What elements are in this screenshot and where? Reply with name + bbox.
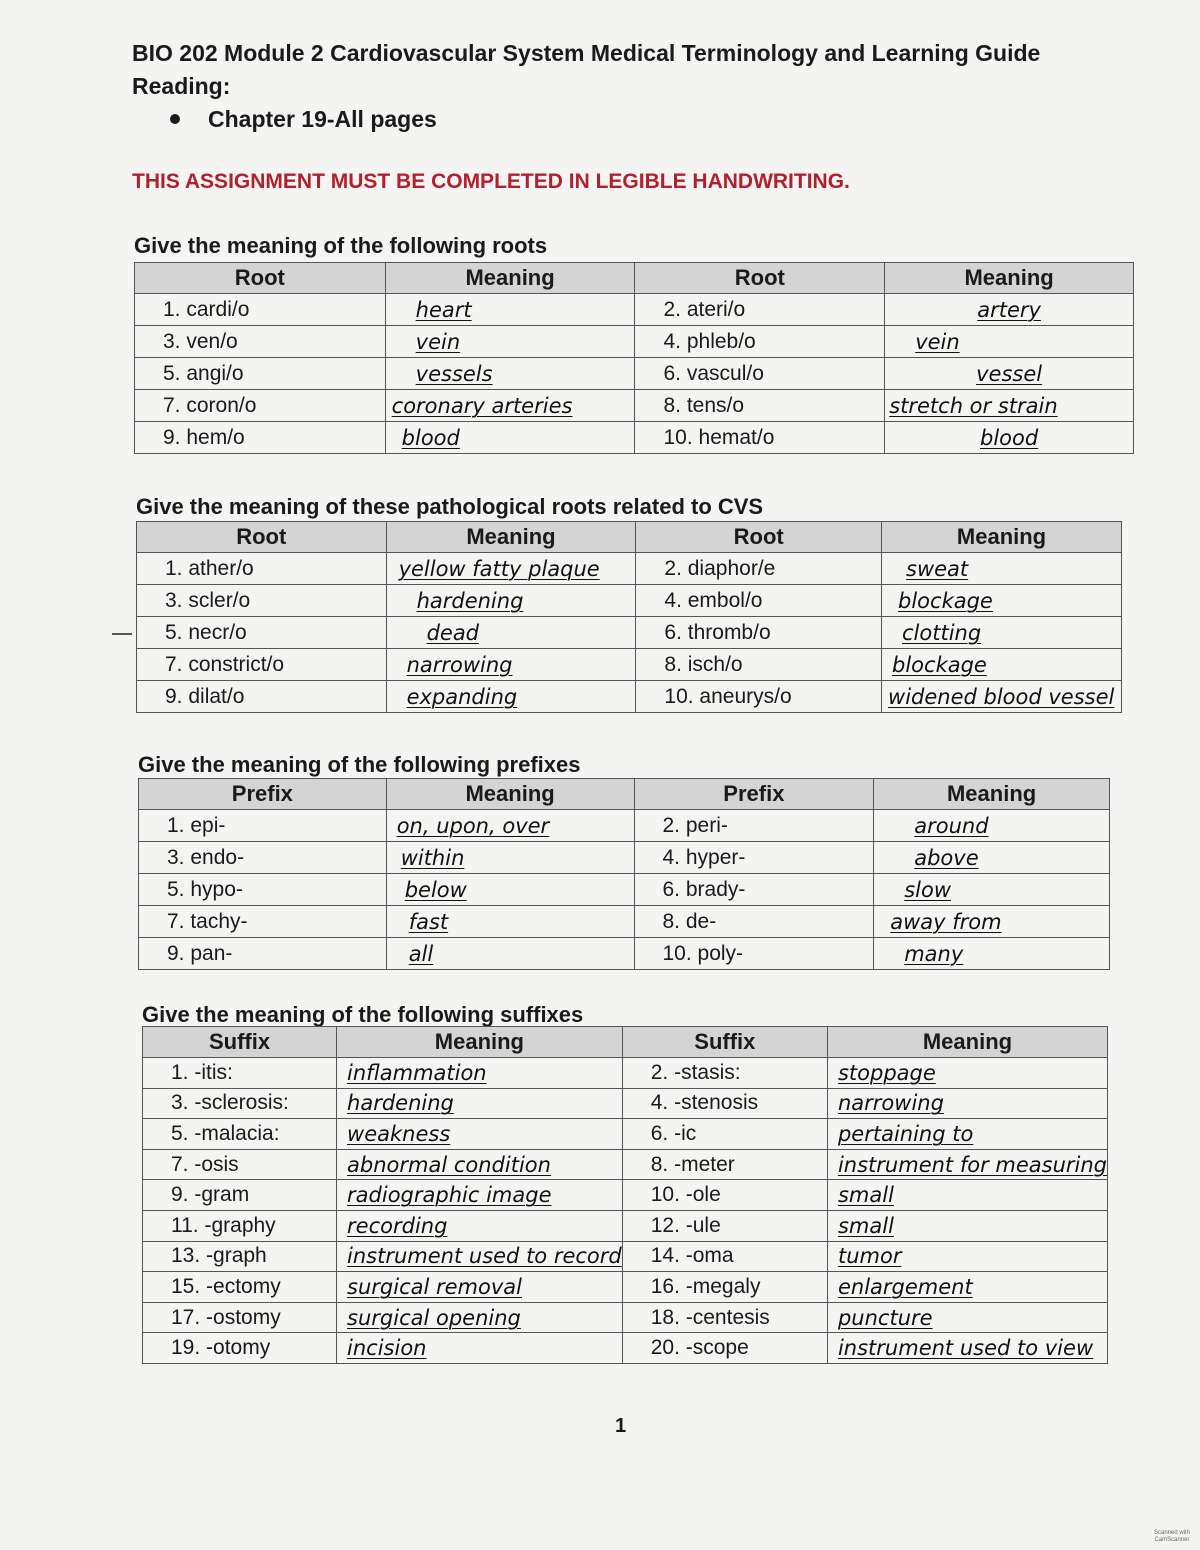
margin-mark bbox=[112, 633, 132, 635]
answer-cell: inflammation bbox=[337, 1058, 623, 1089]
term-cell: 20. -scope bbox=[622, 1333, 827, 1364]
col-header-root: Root bbox=[635, 263, 885, 294]
term-cell: 7. tachy- bbox=[139, 906, 387, 938]
path-roots-section-title: Give the meaning of these pathological roots related to CVS bbox=[136, 494, 764, 519]
answer-cell: below bbox=[386, 874, 634, 906]
answer-cell: instrument used to view bbox=[827, 1333, 1107, 1364]
answer-cell: narrowing bbox=[386, 649, 636, 681]
table-row bbox=[143, 1210, 1108, 1241]
col-header-meaning: Meaning bbox=[386, 522, 636, 553]
answer-cell: vessel bbox=[885, 358, 1134, 390]
answer-cell: on, upon, over bbox=[386, 810, 634, 842]
col-header-suffix: Suffix bbox=[622, 1027, 827, 1058]
answer-cell: small bbox=[827, 1210, 1107, 1241]
col-header-meaning: Meaning bbox=[385, 263, 635, 294]
col-header-meaning: Meaning bbox=[882, 522, 1122, 553]
answer-cell: stoppage bbox=[827, 1058, 1107, 1089]
term-cell: 5. necr/o bbox=[137, 617, 387, 649]
term-cell: 4. hyper- bbox=[634, 842, 874, 874]
term-cell: 16. -megaly bbox=[622, 1272, 827, 1303]
answer-cell: coronary arteries bbox=[385, 390, 635, 422]
pathological-roots-table bbox=[136, 521, 1122, 713]
term-cell: 7. constrict/o bbox=[137, 649, 387, 681]
answer-cell: weakness bbox=[337, 1119, 623, 1150]
col-header-prefix: Prefix bbox=[139, 779, 387, 810]
answer-cell: sweat bbox=[882, 553, 1122, 585]
answer-cell: above bbox=[874, 842, 1110, 874]
term-cell: 2. diaphor/e bbox=[636, 553, 882, 585]
term-cell: 6. -ic bbox=[622, 1119, 827, 1150]
answer-cell: stretch or strain bbox=[885, 390, 1134, 422]
roots-section-title: Give the meaning of the following roots bbox=[134, 233, 548, 258]
term-cell: 5. -malacia: bbox=[143, 1119, 337, 1150]
term-cell: 4. embol/o bbox=[636, 585, 882, 617]
answer-cell: heart bbox=[385, 294, 635, 326]
answer-cell: widened blood vessel bbox=[882, 681, 1122, 713]
term-cell: 8. isch/o bbox=[636, 649, 882, 681]
answer-cell: hardening bbox=[386, 585, 636, 617]
term-cell: 7. -osis bbox=[143, 1149, 337, 1180]
answer-cell: incision bbox=[337, 1333, 623, 1364]
answer-cell: around bbox=[874, 810, 1110, 842]
col-header-root: Root bbox=[636, 522, 882, 553]
term-cell: 5. hypo- bbox=[139, 874, 387, 906]
answer-cell: all bbox=[386, 938, 634, 970]
answer-cell: blood bbox=[385, 422, 635, 454]
table-row bbox=[143, 1180, 1108, 1211]
term-cell: 1. ather/o bbox=[137, 553, 387, 585]
term-cell: 7. coron/o bbox=[135, 390, 386, 422]
term-cell: 3. -sclerosis: bbox=[143, 1088, 337, 1119]
reading-label: Reading: bbox=[132, 73, 231, 99]
answer-cell: small bbox=[827, 1180, 1107, 1211]
col-header-suffix: Suffix bbox=[143, 1027, 337, 1058]
answer-cell: clotting bbox=[882, 617, 1122, 649]
term-cell: 9. hem/o bbox=[135, 422, 386, 454]
term-cell: 10. hemat/o bbox=[635, 422, 885, 454]
col-header-meaning: Meaning bbox=[337, 1027, 623, 1058]
term-cell: 12. -ule bbox=[622, 1210, 827, 1241]
answer-cell: vein bbox=[885, 326, 1134, 358]
answer-cell: radiographic image bbox=[337, 1180, 623, 1211]
answer-cell: within bbox=[386, 842, 634, 874]
answer-cell: blood bbox=[885, 422, 1134, 454]
col-header-root: Root bbox=[137, 522, 387, 553]
assignment-warning: THIS ASSIGNMENT MUST BE COMPLETED IN LEGIBLE HANDWRITING. bbox=[132, 170, 850, 193]
table-row bbox=[143, 1241, 1108, 1272]
scanner-watermark: Scanned with CamScanner bbox=[1153, 1530, 1191, 1543]
col-header-prefix: Prefix bbox=[634, 779, 874, 810]
term-cell: 2. -stasis: bbox=[622, 1058, 827, 1089]
term-cell: 3. endo- bbox=[139, 842, 387, 874]
answer-cell: tumor bbox=[827, 1241, 1107, 1272]
prefixes-table bbox=[138, 778, 1110, 970]
answer-cell: away from bbox=[874, 906, 1110, 938]
suffixes-table bbox=[142, 1026, 1108, 1364]
page-number: 1 bbox=[615, 1415, 627, 1437]
roots-table bbox=[134, 262, 1134, 454]
term-cell: 9. -gram bbox=[143, 1180, 337, 1211]
reading-item-text: Chapter 19-All pages bbox=[208, 106, 437, 132]
answer-cell: abnormal condition bbox=[337, 1149, 623, 1180]
answer-cell: surgical opening bbox=[337, 1302, 623, 1333]
term-cell: 18. -centesis bbox=[622, 1302, 827, 1333]
col-header-meaning: Meaning bbox=[827, 1027, 1107, 1058]
term-cell: 6. thromb/o bbox=[636, 617, 882, 649]
term-cell: 1. epi- bbox=[139, 810, 387, 842]
term-cell: 10. poly- bbox=[634, 938, 874, 970]
answer-cell: puncture bbox=[827, 1302, 1107, 1333]
bullet-icon bbox=[170, 114, 180, 124]
answer-cell: narrowing bbox=[827, 1088, 1107, 1119]
answer-cell: hardening bbox=[337, 1088, 623, 1119]
term-cell: 9. pan- bbox=[139, 938, 387, 970]
term-cell: 10. aneurys/o bbox=[636, 681, 882, 713]
term-cell: 3. ven/o bbox=[135, 326, 386, 358]
suffixes-section-title: Give the meaning of the following suffixes bbox=[142, 1002, 584, 1027]
term-cell: 15. -ectomy bbox=[143, 1272, 337, 1303]
term-cell: 10. -ole bbox=[622, 1180, 827, 1211]
term-cell: 6. brady- bbox=[634, 874, 874, 906]
col-header-root: Root bbox=[135, 263, 386, 294]
term-cell: 2. ateri/o bbox=[635, 294, 885, 326]
term-cell: 4. phleb/o bbox=[635, 326, 885, 358]
answer-cell: blockage bbox=[882, 649, 1122, 681]
answer-cell: slow bbox=[874, 874, 1110, 906]
answer-cell: artery bbox=[885, 294, 1134, 326]
term-cell: 8. tens/o bbox=[635, 390, 885, 422]
col-header-meaning: Meaning bbox=[874, 779, 1110, 810]
answer-cell: pertaining to bbox=[827, 1119, 1107, 1150]
answer-cell: blockage bbox=[882, 585, 1122, 617]
col-header-meaning: Meaning bbox=[386, 779, 634, 810]
term-cell: 1. -itis: bbox=[143, 1058, 337, 1089]
answer-cell: expanding bbox=[386, 681, 636, 713]
table-row bbox=[143, 1272, 1108, 1303]
term-cell: 5. angi/o bbox=[135, 358, 386, 390]
table-row bbox=[143, 1302, 1108, 1333]
page-title: BIO 202 Module 2 Cardiovascular System Medical Terminology and Learning Guide bbox=[132, 40, 1041, 66]
answer-cell: many bbox=[874, 938, 1110, 970]
term-cell: 4. -stenosis bbox=[622, 1088, 827, 1119]
table-row bbox=[143, 1119, 1108, 1150]
term-cell: 11. -graphy bbox=[143, 1210, 337, 1241]
term-cell: 6. vascul/o bbox=[635, 358, 885, 390]
suffix-rows bbox=[143, 1058, 1108, 1364]
reading-item bbox=[170, 106, 437, 133]
term-cell: 2. peri- bbox=[634, 810, 874, 842]
term-cell: 3. scler/o bbox=[137, 585, 387, 617]
term-cell: 17. -ostomy bbox=[143, 1302, 337, 1333]
table-row bbox=[143, 1088, 1108, 1119]
term-cell: 9. dilat/o bbox=[137, 681, 387, 713]
answer-cell: recording bbox=[337, 1210, 623, 1241]
term-cell: 8. de- bbox=[634, 906, 874, 938]
answer-cell: yellow fatty plaque bbox=[386, 553, 636, 585]
table-row bbox=[143, 1149, 1108, 1180]
term-cell: 19. -otomy bbox=[143, 1333, 337, 1364]
prefixes-section-title: Give the meaning of the following prefixes bbox=[138, 752, 581, 777]
term-cell: 8. -meter bbox=[622, 1149, 827, 1180]
answer-cell: enlargement bbox=[827, 1272, 1107, 1303]
table-row bbox=[143, 1058, 1108, 1089]
col-header-meaning: Meaning bbox=[885, 263, 1134, 294]
answer-cell: fast bbox=[386, 906, 634, 938]
term-cell: 13. -graph bbox=[143, 1241, 337, 1272]
answer-cell: instrument for measuring bbox=[827, 1149, 1107, 1180]
term-cell: 1. cardi/o bbox=[135, 294, 386, 326]
answer-cell: vein bbox=[385, 326, 635, 358]
table-row bbox=[143, 1333, 1108, 1364]
answer-cell: instrument used to record bbox=[337, 1241, 623, 1272]
answer-cell: surgical removal bbox=[337, 1272, 623, 1303]
answer-cell: vessels bbox=[385, 358, 635, 390]
term-cell: 14. -oma bbox=[622, 1241, 827, 1272]
answer-cell: dead bbox=[386, 617, 636, 649]
